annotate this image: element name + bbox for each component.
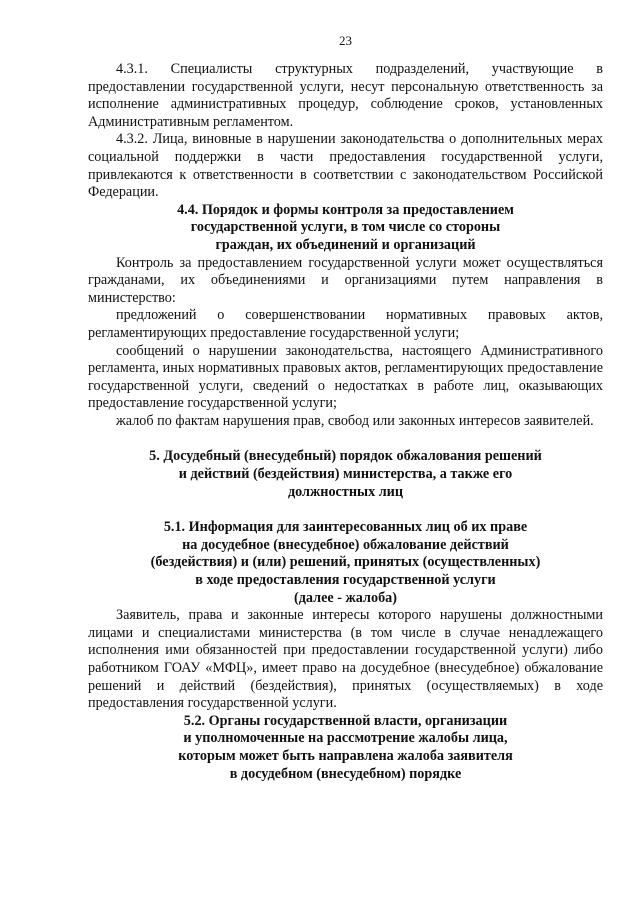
heading-line: (бездействия) и (или) решений, принятых (осуществленных) (150, 554, 541, 571)
heading-line: в ходе предоставления государственной услуги (195, 572, 496, 589)
heading-line: 4.4. Порядок и формы контроля за предоставлением (177, 201, 514, 218)
heading-line: 5.1. Информация для заинтересованных лиц об их праве (163, 519, 528, 536)
heading-line: которым может быть направлена жалоба заявителя (178, 747, 513, 764)
heading-5 (88, 448, 603, 501)
heading-line: в досудебном (внесудебном) порядке (229, 765, 462, 782)
paragraph-4-3-1: 4.3.1. Специалисты структурных подразделений, участвующие в предоставлении государственной услуги, несут персональную ответственность за исполнение административных процедур, соблюдение сроков, установленных Административным регламентом. (88, 61, 603, 130)
heading-line: и уполномоченные на рассмотрение жалобы лица, (183, 730, 508, 747)
heading-line: граждан, их объединений и организаций (215, 236, 476, 253)
paragraph-complaints: жалоб по фактам нарушения прав, свобод или законных интересов заявителей. (116, 412, 594, 429)
spacer (88, 430, 603, 448)
paragraph-applicant: Заявитель, права и законные интересы которого нарушены должностными лицами и специалистами министерства (в том числе в случае ненадлежащего исполнения ими обязанностей при предоставлении государственной услуги) либо работником ГОАУ «МФЦ», имеет право на досудебное (внесудебное) обжалование решений и действий (бездействия), принятых (осуществляемых) в ходе предоставления государственной услуги. (88, 607, 603, 712)
heading-5-2 (88, 713, 603, 783)
heading-line: 5.2. Органы государственной власти, организации (183, 712, 508, 729)
heading-line: на досудебное (внесудебное) обжалование действий (182, 536, 509, 553)
heading-5-1 (88, 519, 603, 607)
paragraph-proposals: предложений о совершенствовании нормативных правовых актов, регламентирующих предоставление государственной услуги; (88, 307, 603, 341)
paragraph-control: Контроль за предоставлением государственной услуги может осуществляться гражданами, их объединениями и организациями путем направления в министерство: (88, 254, 603, 306)
heading-line: должностных лиц (287, 483, 404, 500)
paragraph-reports: сообщений о нарушении законодательства, настоящего Административного регламента, иных нормативных правовых актов, регламентирующих предоставление государственной услуги, сведений о недостатках в работе лиц, оказывающих предоставление государственной услуги; (88, 342, 603, 412)
paragraph-4-3-2: 4.3.2. Лица, виновные в нарушении законодательства о дополнительных мерах социальной поддержки в части предоставления государственной услуги, привлекаются к ответственности в соответствии с законодательством Российской Федерации. (88, 131, 603, 201)
document-body (88, 61, 603, 783)
heading-line: и действий (бездействия) министерства, а также его (178, 466, 513, 483)
heading-line: государственной услуги, в том числе со стороны (190, 219, 501, 236)
page-number: 23 (339, 33, 352, 48)
spacer (88, 501, 603, 519)
heading-line: 5. Досудебный (внесудебный) порядок обжалования решений (149, 448, 542, 465)
heading-line: (далее - жалоба) (294, 589, 397, 606)
heading-4-4 (88, 202, 603, 255)
